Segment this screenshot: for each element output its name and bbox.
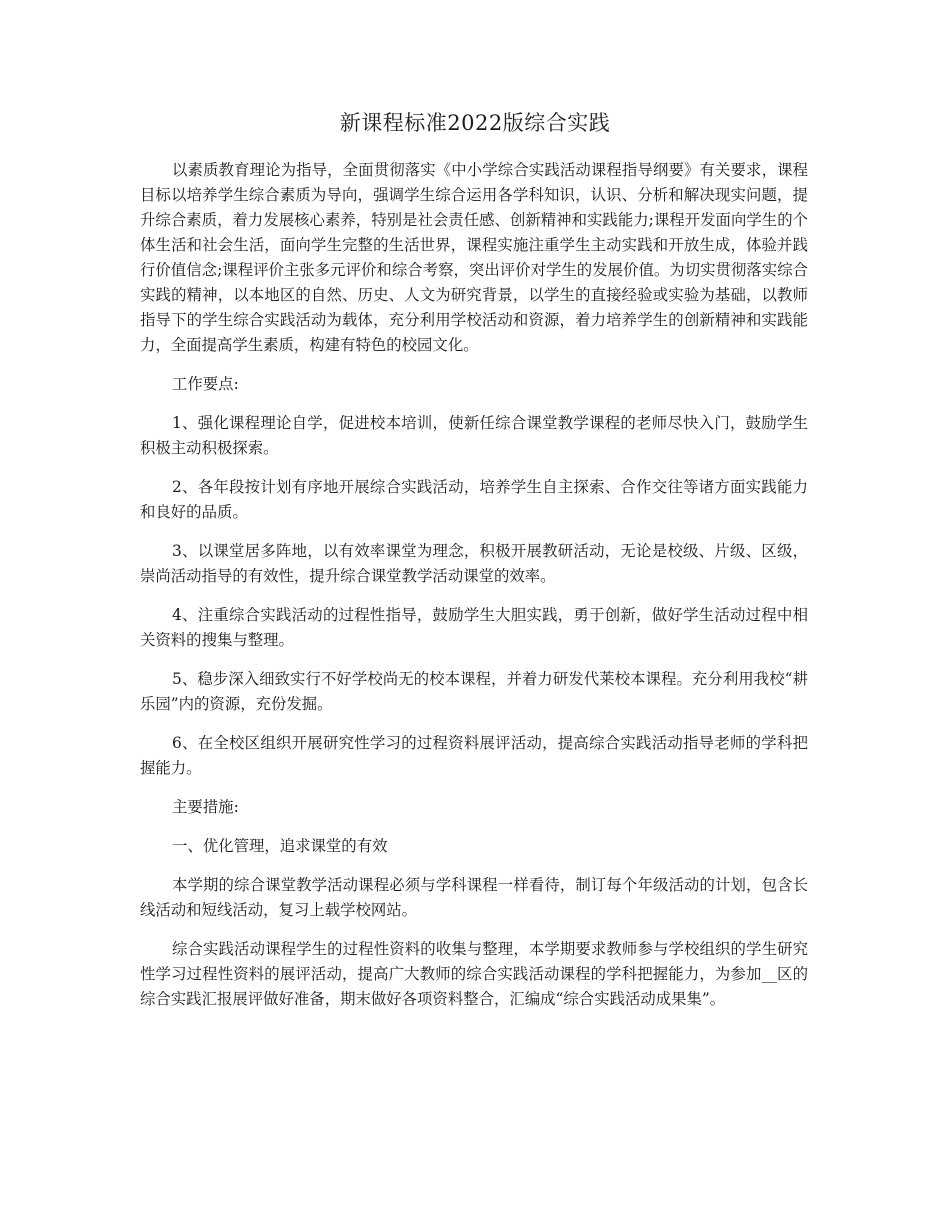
document-body xyxy=(140,158,808,1024)
document-title: 新课程标准2022版综合实践 xyxy=(339,111,611,135)
measure-paragraph-1: 本学期的综合课堂教学活动课程必须与学科课程一样看待，制订每个年级活动的计划，包含长线活动和短线活动，复习上载学校网站。 xyxy=(140,876,808,919)
work-point-4: 4、注重综合实践活动的过程性指导，鼓励学生大胆实践，勇于创新，做好学生活动过程中相关资料的搜集与整理。 xyxy=(140,606,808,649)
work-point-2: 2、各年段按计划有序地开展综合实践活动，培养学生自主探索、合作交往等诸方面实践能力和良好的品质。 xyxy=(140,478,808,521)
work-points-heading: 工作要点: xyxy=(172,375,239,393)
measure-paragraph-2: 综合实践活动课程学生的过程性资料的收集与整理，本学期要求教师参与学校组织的学生研究性学习过程性资料的展评活动，提高广大教师的综合实践活动课程的学科把握能力，为参加__区的综合实践汇报展评做好准备，期末做好各项资料整合，汇编成“综合实践活动成果集”。 xyxy=(140,940,808,1008)
work-point-3: 3、以课堂居多阵地，以有效率课堂为理念，积极开展教研活动，无论是校级、片级、区级，崇尚活动指导的有效性，提升综合课堂教学活动课堂的效率。 xyxy=(140,542,808,585)
work-point-5: 5、稳步深入细致实行不好学校尚无的校本课程，并着力研发代莱校本课程。充分利用我校“耕乐园”内的资源，充份发掘。 xyxy=(140,670,808,713)
work-point-6: 6、在全校区组织开展研究性学习的过程资料展评活动，提高综合实践活动指导老师的学科把握能力。 xyxy=(140,734,808,777)
measures-heading: 主要措施: xyxy=(172,798,239,816)
measure-section-1-heading: 一、优化管理，追求课堂的有效 xyxy=(172,837,388,855)
intro-paragraph: 以素质教育理论为指导，全面贯彻落实《中小学综合实践活动课程指导纲要》有关要求，课程目标以培养学生综合素质为导向，强调学生综合运用各学科知识，认识、分析和解决现实问题，提升综合素质，着力发展核心素养，特别是社会责任感、创新精神和实践能力;课程开发面向学生的个体生活和社会生活，面向学生完整的生活世界，课程实施注重学生主动实践和开放生成，体验并践行价值信念;课程评价主张多元评价和综合考察，突出评价对学生的发展价值。为切实贯彻落实综合实践的精神，以本地区的自然、历史、人文为研究背景，以学生的直接经验或实验为基础，以教师指导下的学生综合实践活动为载体，充分利用学校活动和资源，着力培养学生的创新精神和实践能力，全面提高学生素质，构建有特色的校园文化。 xyxy=(140,161,808,354)
work-point-1: 1、强化课程理论自学，促进校本培训，使新任综合课堂教学课程的老师尽快入门，鼓励学生积极主动积极探索。 xyxy=(140,414,808,457)
